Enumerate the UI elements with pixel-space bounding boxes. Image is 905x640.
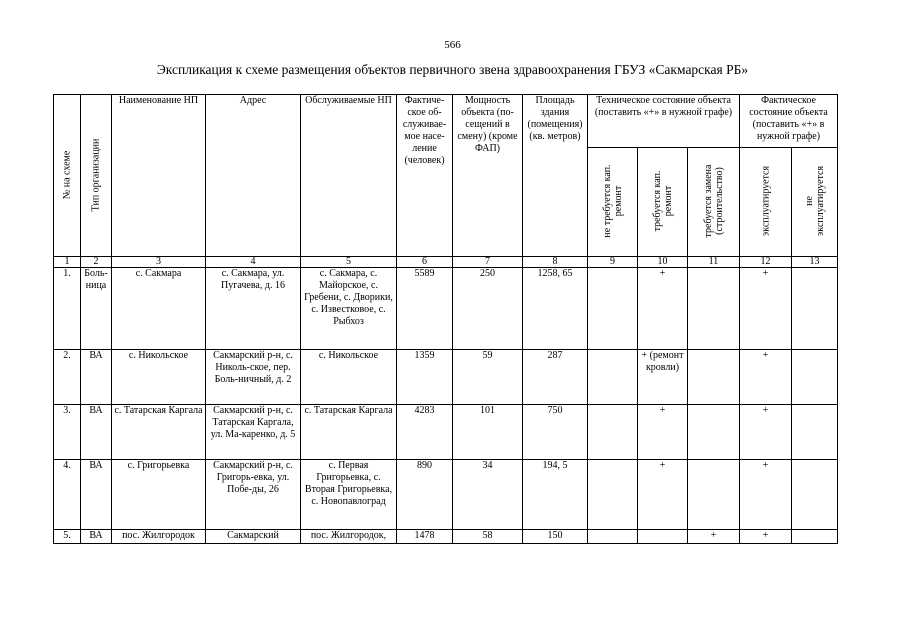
row-area: 150 xyxy=(523,530,588,544)
row-served-np: с. Татарская Каргала xyxy=(301,405,397,460)
row-capacity: 250 xyxy=(453,268,523,350)
row-np-name: пос. Жилгородок xyxy=(112,530,206,544)
header-address: Адрес xyxy=(206,95,301,257)
table-row xyxy=(54,530,838,544)
row-in-use: + xyxy=(740,460,792,530)
column-number: 2 xyxy=(81,257,112,268)
header-repair: требуется кап. ремонт xyxy=(638,148,688,257)
column-number: 5 xyxy=(301,257,397,268)
row-org-type: Боль-ница xyxy=(81,268,112,350)
page-number: 566 xyxy=(444,39,461,51)
row-np-name: с. Сакмара xyxy=(112,268,206,350)
row-served-np: с. Сакмара, с. Майорское, с. Гребени, с. Дворики, с. Известковое, с. Рыбхоз xyxy=(301,268,397,350)
row-area: 194, 5 xyxy=(523,460,588,530)
explication-table xyxy=(53,94,838,544)
row-org-type: ВА xyxy=(81,405,112,460)
header-replace: требуется замена (строительство) xyxy=(688,148,740,257)
row-repair: + xyxy=(638,405,688,460)
table-row xyxy=(54,268,838,350)
row-no: 3. xyxy=(54,405,81,460)
row-not-in-use xyxy=(792,460,838,530)
row-np-name: с. Татарская Каргала xyxy=(112,405,206,460)
row-population: 1359 xyxy=(397,350,453,405)
row-no: 2. xyxy=(54,350,81,405)
row-in-use: + xyxy=(740,405,792,460)
column-number-row xyxy=(54,257,838,268)
column-number: 9 xyxy=(588,257,638,268)
row-area: 1258, 65 xyxy=(523,268,588,350)
header-fact-state: Фактическое состояние объекта (поставить «+» в нужной графе) xyxy=(740,95,838,148)
row-address: Сакмарский р-н, с. Николь-ское, пер. Боль-ничный, д. 2 xyxy=(206,350,301,405)
column-number: 10 xyxy=(638,257,688,268)
row-not-in-use xyxy=(792,268,838,350)
row-area: 750 xyxy=(523,405,588,460)
row-address: Сакмарский р-н, с. Григорь-евка, ул. Побе-ды, 26 xyxy=(206,460,301,530)
document-title: Экспликация к схеме размещения объектов первичного звена здравоохранения ГБУЗ «Сакмарская РБ» xyxy=(156,62,749,77)
row-not-in-use xyxy=(792,405,838,460)
column-number: 1 xyxy=(54,257,81,268)
row-repair xyxy=(638,530,688,544)
table-row xyxy=(54,460,838,530)
row-no-repair xyxy=(588,268,638,350)
row-served-np: с. Первая Григорьевка, с. Вторая Григорьевка, с. Новопавлоград xyxy=(301,460,397,530)
row-served-np: с. Никольское xyxy=(301,350,397,405)
header-org-type: Тип организации xyxy=(81,95,112,257)
row-replace xyxy=(688,405,740,460)
row-no-repair xyxy=(588,460,638,530)
header-no: № на схеме xyxy=(54,95,81,257)
header-no-repair: не требуется кап. ремонт xyxy=(588,148,638,257)
row-not-in-use xyxy=(792,350,838,405)
column-number: 12 xyxy=(740,257,792,268)
row-population: 1478 xyxy=(397,530,453,544)
row-no-repair xyxy=(588,405,638,460)
column-number: 3 xyxy=(112,257,206,268)
header-population: Фактиче-ское об-служивае-мое насе-ление (человек) xyxy=(397,95,453,257)
header-not-in-use: не эксплуатируется xyxy=(792,148,838,257)
row-replace xyxy=(688,350,740,405)
header-row xyxy=(54,95,838,148)
row-capacity: 101 xyxy=(453,405,523,460)
header-capacity: Мощность объекта (по-сещений в смену) (кроме ФАП) xyxy=(453,95,523,257)
row-address: с. Сакмара, ул. Пугачева, д. 16 xyxy=(206,268,301,350)
row-org-type: ВА xyxy=(81,350,112,405)
row-repair: + xyxy=(638,460,688,530)
header-served-np: Обслуживаемые НП xyxy=(301,95,397,257)
row-population: 4283 xyxy=(397,405,453,460)
row-population: 5589 xyxy=(397,268,453,350)
row-repair: + xyxy=(638,268,688,350)
header-area: Площадь здания (помещения) (кв. метров) xyxy=(523,95,588,257)
header-in-use: эксплуатируется xyxy=(740,148,792,257)
row-repair: + (ремонт кровли) xyxy=(638,350,688,405)
row-in-use: + xyxy=(740,530,792,544)
column-number: 8 xyxy=(523,257,588,268)
row-org-type: ВА xyxy=(81,460,112,530)
row-population: 890 xyxy=(397,460,453,530)
header-tech-state: Техническое состояние объекта (поставить «+» в нужной графе) xyxy=(588,95,740,148)
row-np-name: с. Никольское xyxy=(112,350,206,405)
row-not-in-use xyxy=(792,530,838,544)
row-no-repair xyxy=(588,350,638,405)
row-address: Сакмарский xyxy=(206,530,301,544)
row-replace xyxy=(688,460,740,530)
column-number: 6 xyxy=(397,257,453,268)
column-number: 4 xyxy=(206,257,301,268)
row-no-repair xyxy=(588,530,638,544)
row-address: Сакмарский р-н, с. Татарская Каргала, ул. Ма-каренко, д. 5 xyxy=(206,405,301,460)
row-in-use: + xyxy=(740,268,792,350)
row-replace xyxy=(688,268,740,350)
column-number: 11 xyxy=(688,257,740,268)
table-row xyxy=(54,405,838,460)
row-org-type: ВА xyxy=(81,530,112,544)
row-no: 1. xyxy=(54,268,81,350)
row-replace: + xyxy=(688,530,740,544)
column-number: 7 xyxy=(453,257,523,268)
table-row xyxy=(54,350,838,405)
row-area: 287 xyxy=(523,350,588,405)
header-np-name: Наименование НП xyxy=(112,95,206,257)
row-capacity: 59 xyxy=(453,350,523,405)
column-number: 13 xyxy=(792,257,838,268)
row-no: 5. xyxy=(54,530,81,544)
row-no: 4. xyxy=(54,460,81,530)
row-capacity: 34 xyxy=(453,460,523,530)
row-capacity: 58 xyxy=(453,530,523,544)
row-np-name: с. Григорьевка xyxy=(112,460,206,530)
row-in-use: + xyxy=(740,350,792,405)
row-served-np: пос. Жилгородок, xyxy=(301,530,397,544)
